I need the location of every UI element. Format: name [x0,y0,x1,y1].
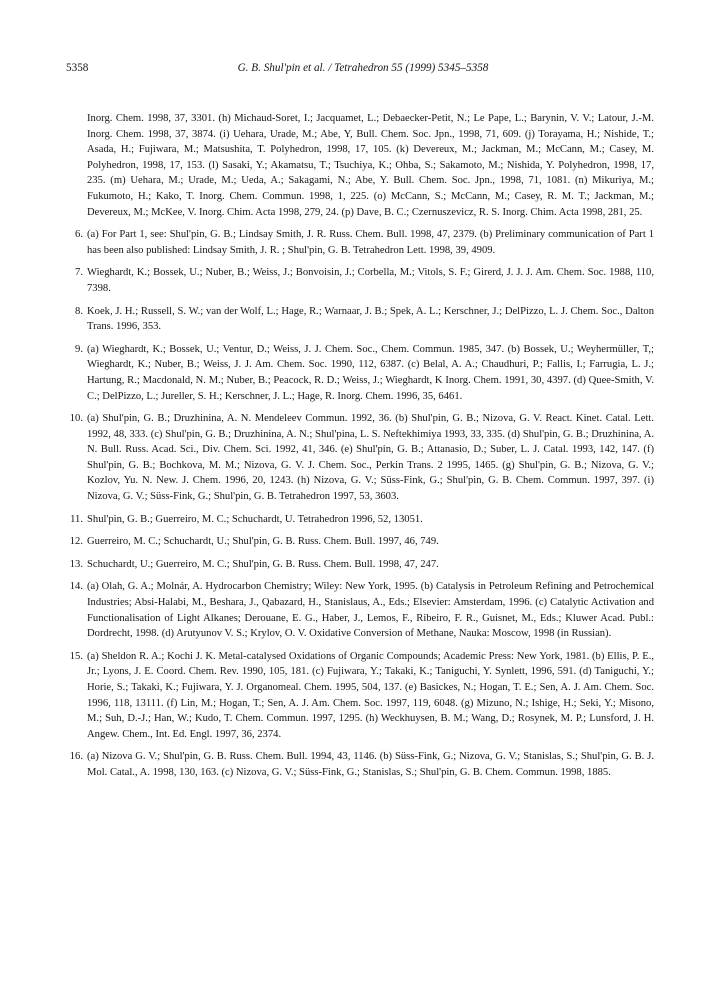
reference-number: 10. [69,413,83,425]
reference-text: (a) Sheldon R. A.; Kochi J. K. Metal-catalysed Oxidations of Organic Compounds; Academic Press: New York, 1981. (b) Ellis, P. E., Jr.; Lyons, J. E. Coord. Chem. Rev. 1990, 105, 181. (c) Fujiwara, Y.; Takaki, K.; Taniguchi, Y. Synlett, 1996, 591. (d) Taniguchi, Y.; Horie, S.; Takaki, K.; Fujiwara, Y. J. Organomeal. Chem. 1995, 504, 137. (e) Basickes, N.; Hogan, T. E.; Sen, A. J. Am. Chem. Soc. 1996, 118, 13111. (f) Lin, M.; Hogan, T.; Sen, A. J. Am. Chem. Soc. 1997, 119, 6048. (g) Mizuno, N.; Ishige, H.; Seki, Y.; Misono, M.; Suh, D.-J.; Han, W.; Kudo, T. Chem. Commun. 1997, 1295. (h) Weckhuysen, B. M.; Wang, D.; Rosynek, M. P.; Lunsford, J. H. Angew. Chem., Int. Ed. Engl. 1997, 36, 2374. [87,650,654,740]
reference-item [69,579,654,641]
reference-item [87,111,654,220]
reference-number: 7. [75,267,83,279]
reference-text: (a) Olah, G. A.; Molnár, A. Hydrocarbon Chemistry; Wiley: New York, 1995. (b) Catalysis in Petroleum Refining and Petrochemical Industries; Absi-Halabi, M., Beshara, J., Qabazard, H., Stanislaus, A., Eds.; Elsevier: Amsterdam, 1996. (c) Catalytic Activation and Functionalisation of Light Alkanes; Derouane, E. G., Haber, J., Lemos, F., Ribeiro, F. R., Guisnet, M., Eds.; Kluwer Acad. Publ.: Dordrecht, 1998. (d) Arutyunov V. S.; Krylov, O. V. Oxidative Conversion of Methane, Nauka: Moscow, 1998 (in Russian). [87,581,654,640]
reference-item [69,534,654,550]
reference-number: 16. [69,751,83,763]
reference-number: 6. [75,229,83,241]
reference-text: Wieghardt, K.; Bossek, U.; Nuber, B.; Weiss, J.; Bonvoisin, J.; Corbella, M.; Vitols, S. F.; Girerd, J. J. J. Am. Chem. Soc. 1988, 110, 7398. [87,267,654,294]
reference-text: Shul'pin, G. B.; Guerreiro, M. C.; Schuchardt, U. Tetrahedron 1996, 52, 13051. [87,513,423,525]
reference-item [69,649,654,743]
reference-item [69,749,654,780]
reference-text: Inorg. Chem. 1998, 37, 3301. (h) Michaud-Soret, I.; Jacquamet, L.; Debaecker-Petit, N.; Le Pape, L.; Barynin, V. V.; Latour, J.-M. Inorg. Chem. 1998, 37, 3874. (i) Uehara, Urade, M.; Abe, Y, Bull. Chem. Soc. Jpn., 1998, 71, 609. (j) Torayama, H.; Nishide, T.; Asada, H.; Fujiwara, M.; Matsushita, T. Polyhedron, 1998, 17, 105. (k) Devereux, M.; Jackman, M.; McCann, M.; Casey, M. Polyhedron, 1998, 17, 153. (l) Sasaki, Y.; Akamatsu, T.; Tsuchiya, K.; Ohba, S.; Sakamoto, M.; Nishida, Y. Polyhedron, 1998, 17, 235. (m) Uehara, M.; Urade, M.; Ueda, A.; Sakagami, N.; Abe, Y. Bull. Chem. Soc. Jpn., 1998, 71, 1081. (n) Mikuriya, M.; Fukumoto, H.; Kako, T. Inorg. Chem. Commun. 1998, 1, 225. (o) McCann, S.; McCann, M.; Casey, R. M. T.; Jackman, M.; Devereux, M.; McKee, V. Inorg. Chim. Acta 1998, 279, 24. (p) Dave, B. C.; Czernuszevicz, R. S. Inorg. Chim. Acta 1998, 281, 25. [87,113,654,218]
reference-item [69,411,654,505]
reference-number: 8. [75,305,83,317]
reference-text: Koek, J. H.; Russell, S. W.; van der Wolf, L.; Hage, R.; Warnaar, J. B.; Spek, A. L.; Kerschner, J.; DelPizzo, L. J. Chem. Soc., Dalton Trans. 1996, 353. [87,305,654,333]
reference-list [69,111,654,788]
reference-number: 11. [70,513,83,525]
reference-item [70,512,654,528]
reference-text: Guerreiro, M. C.; Schuchardt, U.; Shul'pin, G. B. Russ. Chem. Bull. 1997, 46, 749. [87,536,439,548]
reference-item [75,227,654,258]
page-header [66,62,660,78]
reference-text: (a) Nizova G. V.; Shul'pin, G. B. Russ. Chem. Bull. 1994, 43, 1146. (b) Süss-Fink, G.; Nizova, G. V.; Stanislas, S.; Shul'pin, G. B. J. Mol. Catal., A. 1998, 130, 163. (c) Nizova, G. V.; Süss-Fink, G.; Stanislas, S.; Shul'pin, G. B. Chem. Commun. 1998, 1885. [87,751,654,778]
reference-item [75,342,654,404]
reference-item [75,304,654,335]
reference-number: 14. [69,581,83,593]
reference-number: 12. [69,536,83,548]
page-number: 5358 [66,62,89,74]
reference-text: Schuchardt, U.; Guerreiro, M. C.; Shul'pin, G. B. Russ. Chem. Bull. 1998, 47, 247. [87,558,439,570]
reference-item [69,557,654,573]
reference-text: (a) Shul'pin, G. B.; Druzhinina, A. N. Mendeleev Commun. 1992, 36. (b) Shul'pin, G. B.; Nizova, G. V. React. Kinet. Catal. Lett. 1992, 48, 333. (c) Shul'pin, G. B.; Druzhinina, A. N.; Shul'pina, L. S. Neftekhimiya 1993, 33, 335. (d) Shul'pin, G. B.; Druzhinina, A. N. Bull. Russ. Acad. Sci., Div. Chem. Sci. 1992, 41, 346. (e) Shul'pin, G. B.; Attanasio, D.; Suber, L. J. Catal. 1993, 142, 147. (f) Shul'pin, G. B.; Bochkova, M. M.; Nizova, G. V. J. Chem. Soc., Perkin Trans. 2 1995, 1465. (g) Shul'pin, G. B.; Nizova, G. V.; Kozlov, Yu. N. New. J. Chem. 1996, 20, 1243. (h) Nizova, G. V.; Süss-Fink, G.; Shul'pin, G. B. Chem. Commun. 1997, 397. (i) Nizova, G. V.; Süss-Fink, G.; Shul'pin, G. B. Tetrahedron 1997, 53, 3603. [87,413,654,503]
reference-number: 13. [69,558,83,570]
reference-text: (a) Wieghardt, K.; Bossek, U.; Ventur, D.; Weiss, J. J. Chem. Soc., Chem. Commun. 1985, 347. (b) Bossek, U.; Weyhermüller, T,; Wieghardt, K.; Nuber, B.; Weiss, J. J. Am. Chem. Soc. 1990, 112, 6387. (c) Belal, A. A.; Chaudhuri, P.; Fallis, I.; Farrugia, L. J.; Hartung, R.; Macdonald, N. M.; Nuber, B.; Peacock, R. D.; Weiss, J.; Wieghardt, K Inorg. Chem. 1991, 30, 4397. (d) Quee-Smith, V. C.; DelPizzo, L.; Jureller, S. H.; Kerschner, J. L.; Hage, R. Inorg. Chem. 1996, 35, 6461. [87,343,654,402]
reference-item [75,265,654,296]
reference-number: 15. [69,650,83,662]
reference-number: 9. [75,343,83,355]
reference-text: (a) For Part 1, see: Shul'pin, G. B.; Lindsay Smith, J. R. Russ. Chem. Bull. 1998, 47, 2379. (b) Preliminary communication of Part 1 has been also published: Lindsay Smith, J. R. ; Shul'pin, G. B. Tetrahedron Lett. 1998, 39, 4909. [87,229,654,256]
running-head: G. B. Shul'pin et al. / Tetrahedron 55 (1999) 5345–5358 [237,62,489,74]
